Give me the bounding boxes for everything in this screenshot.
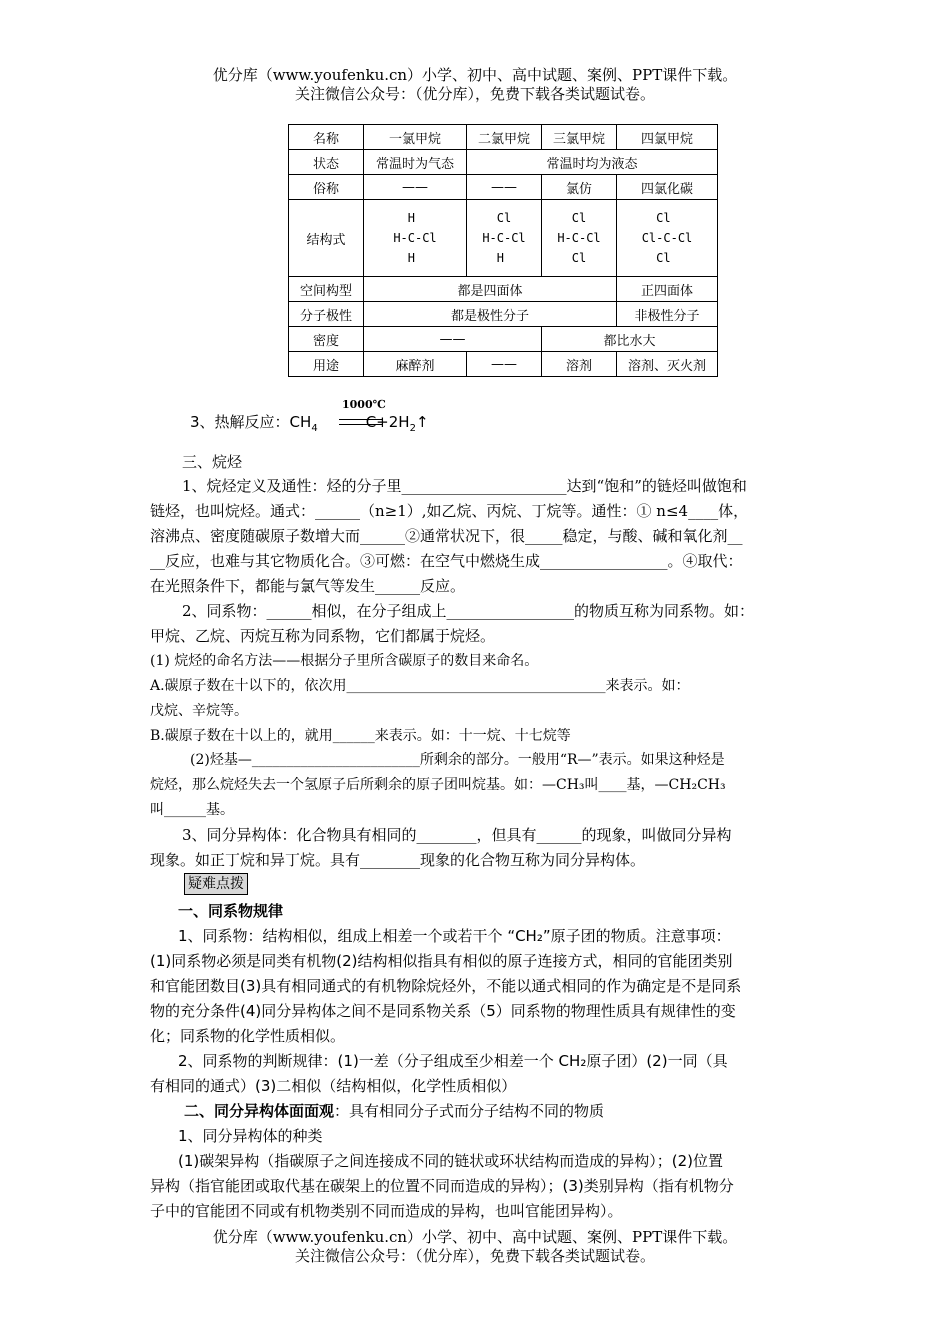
- cell: [617, 200, 718, 277]
- cell: [467, 200, 542, 277]
- text-line: 链烃，也叫烷烃。通式：______（n≥1）,如乙烷、丙烷、丁烷等。通性：① n≤4____体，: [150, 502, 749, 520]
- cell: 氯仿: [542, 175, 617, 200]
- table-row-name: [289, 125, 718, 150]
- cell: 都比水大: [542, 327, 718, 352]
- paragraph-naming: [150, 649, 810, 749]
- text-line: (1)同系物必须是同类有机物(2)结构相似指具有相似的原子连接方式，相同的官能团类别: [150, 952, 733, 970]
- cell: 溶剂、灭火剂: [617, 352, 718, 377]
- table-row-structure: [289, 200, 718, 277]
- text-line: (1) 烷烃的命名方法——根据分子里所含碳原子的数目来命名。: [150, 653, 539, 669]
- chloromethane-table: [288, 124, 718, 377]
- paragraph-alkane-definition: [150, 474, 810, 599]
- cell: 都是四面体: [364, 277, 617, 302]
- text-line: 3、同分异构体：化合物具有相同的________，但具有______的现象，叫做同分异构: [182, 826, 732, 844]
- cell: ——: [364, 327, 542, 352]
- table-row-polarity: [289, 302, 718, 327]
- table-row-use: [289, 352, 718, 377]
- cell: 非极性分子: [617, 302, 718, 327]
- cell: 二氯甲烷: [467, 125, 542, 150]
- header-line-1: 优分库（www.youfenku.cn）小学、初中、高中试题、案例、PPT课件下载。: [212, 66, 738, 84]
- table-row-density: [289, 327, 718, 352]
- text-line: 化；同系物的化学性质相似。: [150, 1027, 346, 1045]
- cell: ——: [467, 352, 542, 377]
- footer-line-1: 优分库（www.youfenku.cn）小学、初中、高中试题、案例、PPT课件下载。: [212, 1228, 738, 1246]
- structural-formula: Cl Cl-C-Cl Cl: [641, 211, 693, 265]
- text-line: 物的充分条件(4)同分异构体之间不是同系物关系（5）同系物的物理性质具有规律性的变: [150, 1002, 736, 1020]
- header-line-2: 关注微信公众号：（优分库），免费下载各类试题试卷。: [294, 85, 655, 103]
- cell: 三氯甲烷: [542, 125, 617, 150]
- cell: ——: [467, 175, 542, 200]
- structural-formula: H H-C-Cl H: [393, 211, 437, 265]
- gas-arrow: ↑: [415, 413, 429, 431]
- text-line: A.碳原子数在十以下的，依次用_____________________________________来表示。如：: [150, 678, 690, 694]
- text-line: 在光照条件下，都能与氯气等发生______反应。: [150, 577, 466, 595]
- subscript: 4: [311, 423, 318, 434]
- text-line: 现象。如正丁烷和异丁烷。具有________现象的化合物互称为同分异构体。: [150, 851, 646, 869]
- heading-rest: ：具有相同分子式而分子结构不同的物质: [334, 1102, 605, 1120]
- cell: 麻醉剂: [364, 352, 467, 377]
- heading-isomer-overview: [150, 1099, 810, 1124]
- cell: 空间构型: [289, 277, 364, 302]
- cell: 常温时为气态: [364, 150, 467, 175]
- text-line: 1、同分异构体的种类: [178, 1127, 323, 1145]
- text-line: 1、烷烃定义及通性：烃的分子里______________________达到“饱和”的链烃叫做饱和: [182, 477, 747, 495]
- text-line: 甲烷、乙烷、丙烷互称为同系物，它们都属于烷烃。: [150, 627, 496, 645]
- text-line: 异构（指官能团或取代基在碳架上的位置不同而造成的异构）；(3)类别异构（指有机物分: [150, 1177, 734, 1195]
- cell: 正四面体: [617, 277, 718, 302]
- paragraph-isomer: [150, 823, 810, 873]
- subscript: 2: [409, 423, 416, 434]
- cell: 名称: [289, 125, 364, 150]
- heading-homologue-rules: 一、同系物规律: [178, 902, 284, 920]
- text-line: 子中的官能团不同或有机物类别不同而造成的异构，也叫官能团异构）。: [150, 1202, 623, 1220]
- structural-formula: Cl H-C-Cl Cl: [557, 211, 601, 265]
- reaction-products: C+2H: [365, 413, 410, 431]
- paragraph-hydrocarbyl: [150, 748, 810, 823]
- table-row-state: [289, 150, 718, 175]
- footer-line-2: 关注微信公众号：（优分库），免费下载各类试题试卷。: [294, 1247, 655, 1265]
- section-hard-points: [150, 899, 810, 1224]
- reaction-reactant: 3、热解反应：CH: [190, 413, 312, 431]
- paragraph-homologue: [150, 599, 810, 649]
- text-line: B.碳原子数在十以上的，就用______来表示。如：十一烷、十七烷等: [150, 728, 571, 744]
- text-line: 2、同系物的判断规律：(1)一差（分子组成至少相差一个 CH₂原子团）(2)一同（具: [178, 1052, 728, 1070]
- cell: 结构式: [289, 200, 364, 277]
- cell: 分子极性: [289, 302, 364, 327]
- cell: 用途: [289, 352, 364, 377]
- text-line: (1)碳架异构（指碳原子之间连接成不同的链状或环状结构而造成的异构）；(2)位置: [178, 1152, 723, 1170]
- text-line: 2、同系物：______相似，在分子组成上_________________的物质互称为同系物。如：: [182, 602, 755, 620]
- section-title: 三、烷烃: [182, 453, 243, 471]
- cell: [542, 200, 617, 277]
- cell: 一氯甲烷: [364, 125, 467, 150]
- text-line: 烷烃，那么烷烃失去一个氢原子后所剩余的原子团叫烷基。如：—CH₃叫____基，—CH₂CH₃: [150, 777, 726, 793]
- cell: 状态: [289, 150, 364, 175]
- cell: [364, 200, 467, 277]
- text-line: 有相同的通式）(3)二相似（结构相似，化学性质相似）: [150, 1077, 517, 1095]
- text-line: (2)烃基—________________________所剩余的部分。一般用“R—”表示。如果这种烃是: [190, 752, 725, 768]
- text-line: 溶沸点、密度随碳原子数增大而______②通常状况下，很_____稳定，与酸、碱和氧化剂__: [150, 527, 743, 545]
- pyrolysis-reaction: [190, 410, 429, 441]
- reaction-condition: 1000℃: [342, 398, 386, 411]
- heading-bold: 二、同分异构体面面观: [184, 1102, 335, 1120]
- cell: 溶剂: [542, 352, 617, 377]
- cell: 俗称: [289, 175, 364, 200]
- cell: ——: [364, 175, 467, 200]
- text-line: 叫______基。: [150, 802, 234, 818]
- difficulty-tag: 疑难点拨: [184, 873, 248, 895]
- table-row-common-name: [289, 175, 718, 200]
- page-header: [0, 66, 950, 104]
- cell: 都是极性分子: [364, 302, 617, 327]
- text-line: 1、同系物：结构相似，组成上相差一个或若干个 “CH₂”原子团的物质。注意事项：: [178, 927, 731, 945]
- structural-formula: Cl H-C-Cl H: [482, 211, 526, 265]
- cell: 四氯化碳: [617, 175, 718, 200]
- page-footer: [0, 1228, 950, 1266]
- table-row-spatial: [289, 277, 718, 302]
- text-line: __反应，也难与其它物质化合。③可燃：在空气中燃烧生成_________________。④取代：: [150, 552, 743, 570]
- text-line: 戊烷、辛烷等。: [150, 703, 248, 719]
- cell: 常温时均为液态: [467, 150, 718, 175]
- text-line: 和官能团数目(3)具有相同通式的有机物除烷烃外，不能以通式相同的作为确定是不是同系: [150, 977, 742, 995]
- cell: 四氯甲烷: [617, 125, 718, 150]
- cell: 密度: [289, 327, 364, 352]
